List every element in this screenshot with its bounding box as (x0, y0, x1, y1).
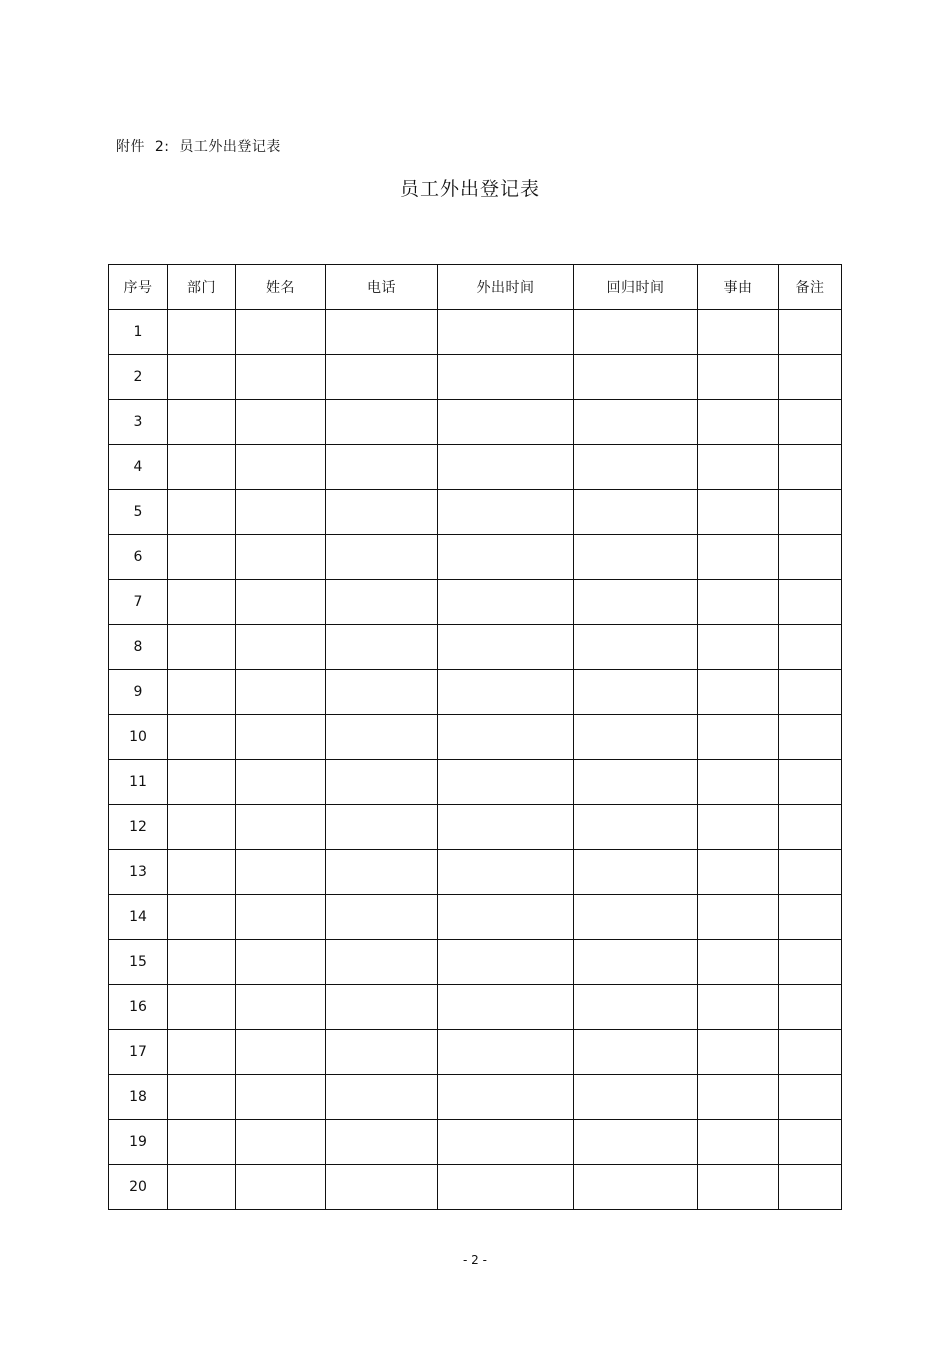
phone-cell[interactable] (326, 805, 438, 850)
return-time-cell[interactable] (574, 310, 698, 355)
phone-cell[interactable] (326, 490, 438, 535)
return-time-cell[interactable] (574, 445, 698, 490)
reason-cell[interactable] (698, 1165, 779, 1210)
name-cell[interactable] (236, 940, 326, 985)
remarks-cell[interactable] (779, 1030, 842, 1075)
return-time-cell[interactable] (574, 670, 698, 715)
out-time-cell[interactable] (438, 580, 574, 625)
table-row (109, 535, 842, 580)
row-index-cell: 11 (109, 760, 168, 805)
outing-register-table (108, 264, 842, 1210)
remarks-cell[interactable] (779, 715, 842, 760)
phone-cell[interactable] (326, 760, 438, 805)
row-index-cell: 14 (109, 895, 168, 940)
out-time-cell[interactable] (438, 490, 574, 535)
out-time-cell[interactable] (438, 310, 574, 355)
remarks-cell[interactable] (779, 625, 842, 670)
row-index-cell: 5 (109, 490, 168, 535)
name-cell[interactable] (236, 760, 326, 805)
table-row (109, 1030, 842, 1075)
name-cell[interactable] (236, 1075, 326, 1120)
header-out-time: 外出时间 (438, 265, 574, 310)
phone-cell[interactable] (326, 715, 438, 760)
reason-cell[interactable] (698, 310, 779, 355)
reason-cell[interactable] (698, 670, 779, 715)
department-cell[interactable] (168, 715, 236, 760)
phone-cell[interactable] (326, 400, 438, 445)
name-cell[interactable] (236, 625, 326, 670)
department-cell[interactable] (168, 805, 236, 850)
department-cell[interactable] (168, 400, 236, 445)
department-cell[interactable] (168, 625, 236, 670)
name-cell[interactable] (236, 1120, 326, 1165)
reason-cell[interactable] (698, 1075, 779, 1120)
out-time-cell[interactable] (438, 400, 574, 445)
table-row (109, 670, 842, 715)
row-index-cell: 18 (109, 1075, 168, 1120)
remarks-cell[interactable] (779, 850, 842, 895)
department-cell[interactable] (168, 535, 236, 580)
out-time-cell[interactable] (438, 760, 574, 805)
name-cell[interactable] (236, 355, 326, 400)
row-index-cell: 16 (109, 985, 168, 1030)
department-cell[interactable] (168, 850, 236, 895)
out-time-cell[interactable] (438, 355, 574, 400)
row-index-cell: 12 (109, 805, 168, 850)
reason-cell[interactable] (698, 940, 779, 985)
table-row (109, 985, 842, 1030)
remarks-cell[interactable] (779, 535, 842, 580)
table-row (109, 850, 842, 895)
table-row (109, 445, 842, 490)
phone-cell[interactable] (326, 625, 438, 670)
header-return-time: 回归时间 (574, 265, 698, 310)
out-time-cell[interactable] (438, 1030, 574, 1075)
reason-cell[interactable] (698, 490, 779, 535)
out-time-cell[interactable] (438, 715, 574, 760)
reason-cell[interactable] (698, 760, 779, 805)
reason-cell[interactable] (698, 535, 779, 580)
department-cell[interactable] (168, 310, 236, 355)
out-time-cell[interactable] (438, 895, 574, 940)
document-title: 员工外出登记表 (399, 178, 540, 200)
reason-cell[interactable] (698, 580, 779, 625)
phone-cell[interactable] (326, 355, 438, 400)
remarks-cell[interactable] (779, 445, 842, 490)
phone-cell[interactable] (326, 310, 438, 355)
table-row (109, 940, 842, 985)
phone-cell[interactable] (326, 1075, 438, 1120)
phone-cell[interactable] (326, 940, 438, 985)
department-cell[interactable] (168, 670, 236, 715)
return-time-cell[interactable] (574, 940, 698, 985)
remarks-cell[interactable] (779, 1165, 842, 1210)
reason-cell[interactable] (698, 985, 779, 1030)
table-row (109, 625, 842, 670)
remarks-cell[interactable] (779, 985, 842, 1030)
return-time-cell[interactable] (574, 895, 698, 940)
out-time-cell[interactable] (438, 805, 574, 850)
phone-cell[interactable] (326, 580, 438, 625)
name-cell[interactable] (236, 715, 326, 760)
department-cell[interactable] (168, 940, 236, 985)
phone-cell[interactable] (326, 1120, 438, 1165)
reason-cell[interactable] (698, 805, 779, 850)
remarks-cell[interactable] (779, 580, 842, 625)
out-time-cell[interactable] (438, 670, 574, 715)
row-index-cell: 15 (109, 940, 168, 985)
phone-cell[interactable] (326, 850, 438, 895)
name-cell[interactable] (236, 310, 326, 355)
table-row (109, 580, 842, 625)
row-index-cell: 10 (109, 715, 168, 760)
name-cell[interactable] (236, 895, 326, 940)
return-time-cell[interactable] (574, 535, 698, 580)
header-remarks: 备注 (779, 265, 842, 310)
name-cell[interactable] (236, 580, 326, 625)
table-row (109, 490, 842, 535)
table-header-row (109, 265, 842, 310)
reason-cell[interactable] (698, 445, 779, 490)
phone-cell[interactable] (326, 445, 438, 490)
return-time-cell[interactable] (574, 580, 698, 625)
return-time-cell[interactable] (574, 400, 698, 445)
reason-cell[interactable] (698, 625, 779, 670)
department-cell[interactable] (168, 895, 236, 940)
out-time-cell[interactable] (438, 940, 574, 985)
out-time-cell[interactable] (438, 1165, 574, 1210)
table-row (109, 895, 842, 940)
row-index-cell: 4 (109, 445, 168, 490)
header-name: 姓名 (236, 265, 326, 310)
row-index-cell: 8 (109, 625, 168, 670)
remarks-cell[interactable] (779, 895, 842, 940)
reason-cell[interactable] (698, 850, 779, 895)
table-row (109, 715, 842, 760)
out-time-cell[interactable] (438, 535, 574, 580)
name-cell[interactable] (236, 1030, 326, 1075)
header-reason: 事由 (698, 265, 779, 310)
return-time-cell[interactable] (574, 805, 698, 850)
row-index-cell: 9 (109, 670, 168, 715)
return-time-cell[interactable] (574, 760, 698, 805)
row-index-cell: 2 (109, 355, 168, 400)
reason-cell[interactable] (698, 1030, 779, 1075)
reason-cell[interactable] (698, 1120, 779, 1165)
remarks-cell[interactable] (779, 805, 842, 850)
department-cell[interactable] (168, 355, 236, 400)
department-cell[interactable] (168, 1120, 236, 1165)
return-time-cell[interactable] (574, 1165, 698, 1210)
name-cell[interactable] (236, 445, 326, 490)
return-time-cell[interactable] (574, 625, 698, 670)
name-cell[interactable] (236, 850, 326, 895)
table-row (109, 355, 842, 400)
department-cell[interactable] (168, 1030, 236, 1075)
table-row (109, 760, 842, 805)
phone-cell[interactable] (326, 1165, 438, 1210)
remarks-cell[interactable] (779, 355, 842, 400)
department-cell[interactable] (168, 445, 236, 490)
out-time-cell[interactable] (438, 850, 574, 895)
return-time-cell[interactable] (574, 985, 698, 1030)
row-index-cell: 17 (109, 1030, 168, 1075)
department-cell[interactable] (168, 490, 236, 535)
phone-cell[interactable] (326, 670, 438, 715)
department-cell[interactable] (168, 1075, 236, 1120)
name-cell[interactable] (236, 535, 326, 580)
remarks-cell[interactable] (779, 310, 842, 355)
name-cell[interactable] (236, 490, 326, 535)
row-index-cell: 20 (109, 1165, 168, 1210)
table-body (109, 310, 842, 1210)
phone-cell[interactable] (326, 985, 438, 1030)
return-time-cell[interactable] (574, 490, 698, 535)
name-cell[interactable] (236, 805, 326, 850)
reason-cell[interactable] (698, 355, 779, 400)
out-time-cell[interactable] (438, 1120, 574, 1165)
name-cell[interactable] (236, 985, 326, 1030)
row-index-cell: 19 (109, 1120, 168, 1165)
table-row (109, 310, 842, 355)
remarks-cell[interactable] (779, 490, 842, 535)
department-cell[interactable] (168, 760, 236, 805)
phone-cell[interactable] (326, 535, 438, 580)
reason-cell[interactable] (698, 715, 779, 760)
reason-cell[interactable] (698, 895, 779, 940)
return-time-cell[interactable] (574, 850, 698, 895)
out-time-cell[interactable] (438, 445, 574, 490)
remarks-cell[interactable] (779, 400, 842, 445)
reason-cell[interactable] (698, 400, 779, 445)
table-row (109, 400, 842, 445)
header-index: 序号 (109, 265, 168, 310)
name-cell[interactable] (236, 670, 326, 715)
row-index-cell: 1 (109, 310, 168, 355)
out-time-cell[interactable] (438, 625, 574, 670)
name-cell[interactable] (236, 400, 326, 445)
remarks-cell[interactable] (779, 940, 842, 985)
header-department: 部门 (168, 265, 236, 310)
remarks-cell[interactable] (779, 670, 842, 715)
table-row (109, 1075, 842, 1120)
table-row (109, 1165, 842, 1210)
return-time-cell[interactable] (574, 1075, 698, 1120)
return-time-cell[interactable] (574, 1120, 698, 1165)
return-time-cell[interactable] (574, 715, 698, 760)
row-index-cell: 7 (109, 580, 168, 625)
department-cell[interactable] (168, 1165, 236, 1210)
remarks-cell[interactable] (779, 1075, 842, 1120)
row-index-cell: 13 (109, 850, 168, 895)
return-time-cell[interactable] (574, 1030, 698, 1075)
phone-cell[interactable] (326, 895, 438, 940)
name-cell[interactable] (236, 1165, 326, 1210)
attachment-label: 附件 2: 员工外出登记表 (116, 139, 281, 155)
remarks-cell[interactable] (779, 1120, 842, 1165)
page-number: - 2 - (463, 1253, 487, 1267)
table-row (109, 1120, 842, 1165)
phone-cell[interactable] (326, 1030, 438, 1075)
row-index-cell: 3 (109, 400, 168, 445)
row-index-cell: 6 (109, 535, 168, 580)
department-cell[interactable] (168, 985, 236, 1030)
header-phone: 电话 (326, 265, 438, 310)
department-cell[interactable] (168, 580, 236, 625)
remarks-cell[interactable] (779, 760, 842, 805)
return-time-cell[interactable] (574, 355, 698, 400)
out-time-cell[interactable] (438, 1075, 574, 1120)
table-row (109, 805, 842, 850)
out-time-cell[interactable] (438, 985, 574, 1030)
